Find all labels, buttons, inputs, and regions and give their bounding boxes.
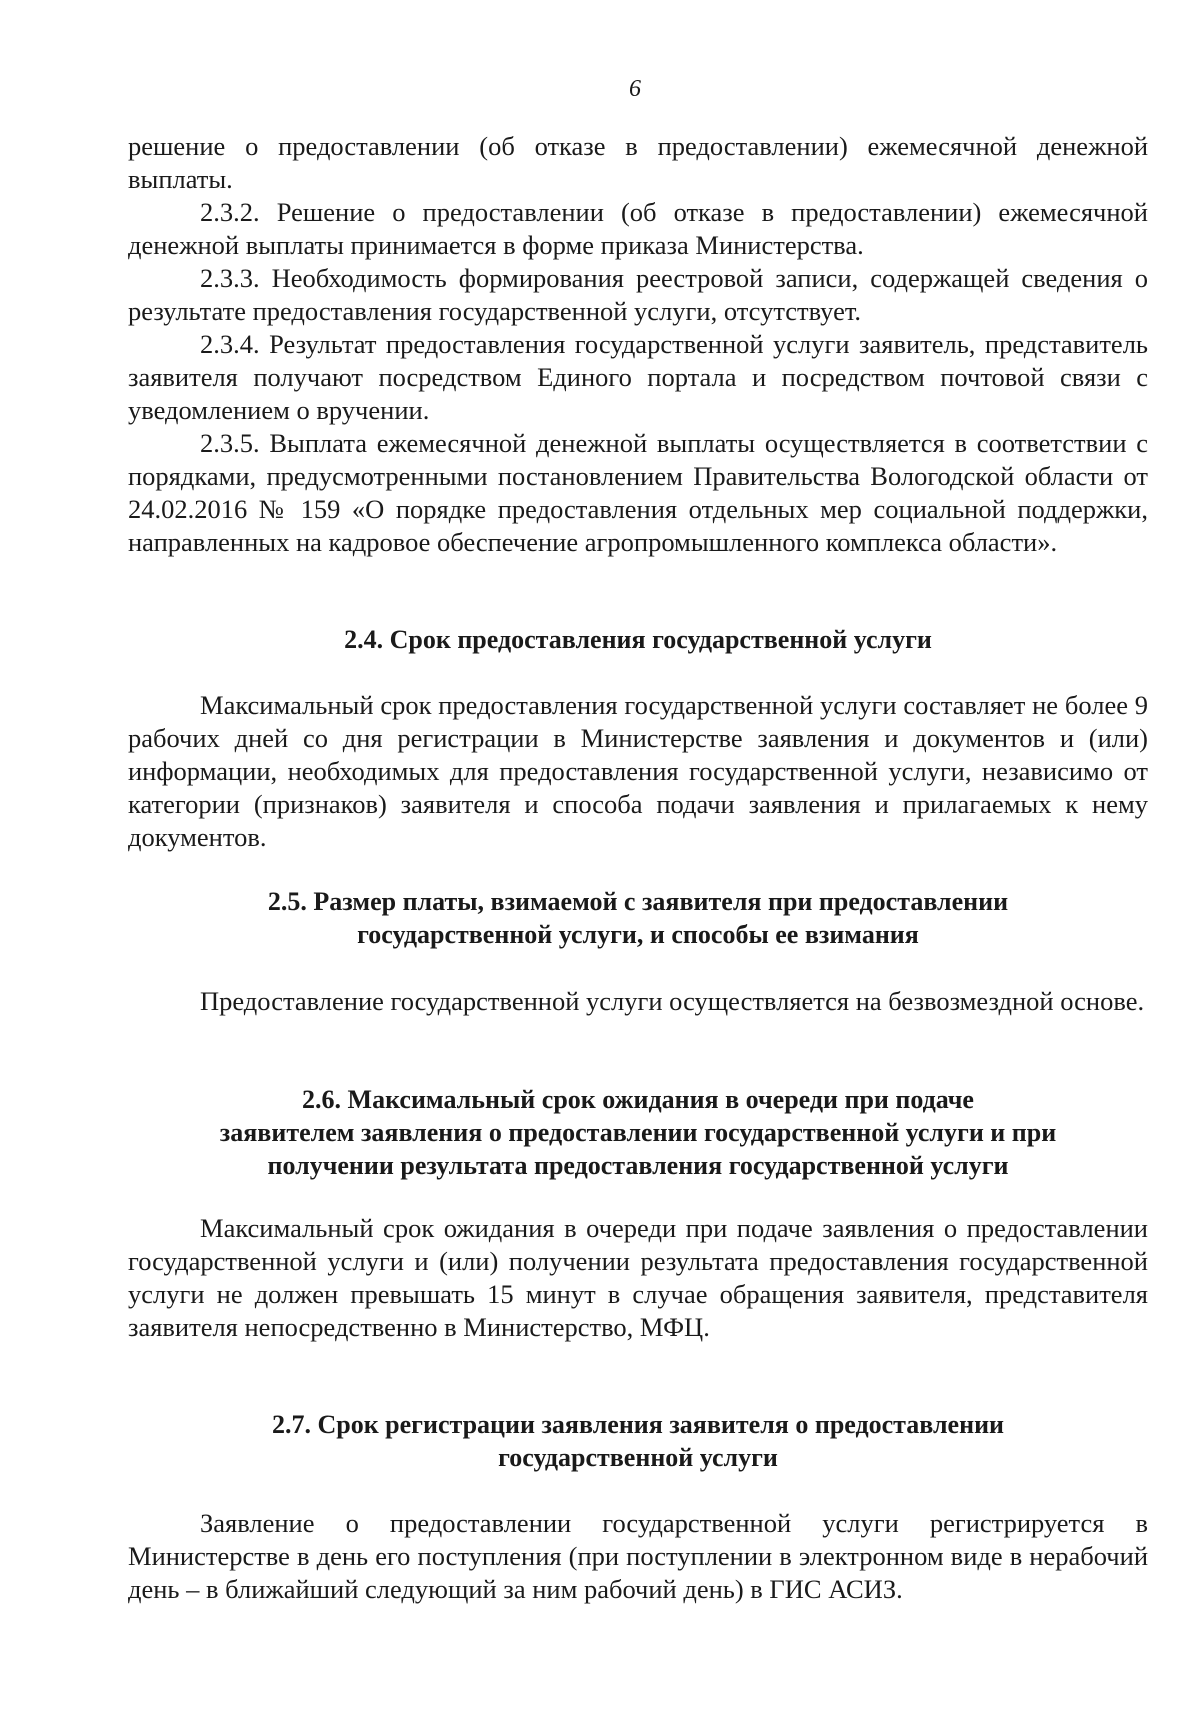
paragraph-2-3-2: 2.3.2. Решение о предоставлении (об отказе в предоставлении) ежемесячной денежной выплаты принимается в форме приказа Министерства. <box>128 197 1148 260</box>
heading-line: государственной услуги <box>498 1443 778 1472</box>
heading-line: 2.6. Максимальный срок ожидания в очереди при подаче <box>302 1085 974 1114</box>
paragraph-2-3-3: 2.3.3. Необходимость формирования реестровой записи, содержащей сведения о результате предоставления государственной услуги, отсутствует. <box>128 263 1148 326</box>
section-heading-2-7 <box>128 1408 1148 1474</box>
paragraph-2-3-5: 2.3.5. Выплата ежемесячной денежной выплаты осуществляется в соответствии с порядками, предусмотренными постановлением Правительства Вологодской области от 24.02.2016 № 159 «О порядке предоставления отдельных мер социальной поддержки, направленных на кадровое обеспечение агропромышленного комплекса области». <box>128 428 1148 557</box>
paragraph-2-6: Максимальный срок ожидания в очереди при подаче заявления о предоставлении государственной услуги и (или) получении результата предоставления государственной услуги не должен превышать 15 минут в случае обращения заявителя, представителя заявителя непосредственно в Министерство, МФЦ. <box>128 1213 1148 1342</box>
heading-line: государственной услуги, и способы ее взимания <box>357 920 919 949</box>
page-number: 6 <box>629 76 641 102</box>
paragraph-2-4: Максимальный срок предоставления государственной услуги составляет не более 9 рабочих дней со дня регистрации в Министерстве заявления и документов и (или) информации, необходимых для предоставления государственной услуги, независимо от категории (признаков) заявителя и способа подачи заявления и прилагаемых к нему документов. <box>128 690 1148 852</box>
paragraph-2-3-4: 2.3.4. Результат предоставления государственной услуги заявитель, представитель заявителя получают посредством Единого портала и посредством почтовой связи с уведомлением о вручении. <box>128 329 1148 425</box>
heading-line: заявителем заявления о предоставлении государственной услуги и при <box>219 1118 1057 1147</box>
heading-line: 2.5. Размер платы, взимаемой с заявителя при предоставлении <box>267 887 1009 916</box>
heading-line: получении результата предоставления государственной услуги <box>267 1151 1009 1180</box>
paragraph-continuation: решение о предоставлении (об отказе в предоставлении) ежемесячной денежной выплаты. <box>128 131 1148 194</box>
section-heading-2-6 <box>128 1083 1148 1182</box>
section-heading-2-5 <box>128 885 1148 951</box>
heading-line: 2.7. Срок регистрации заявления заявителя о предоставлении <box>271 1410 1005 1439</box>
section-heading-2-4: 2.4. Срок предоставления государственной услуги <box>344 625 932 654</box>
paragraph-2-7: Заявление о предоставлении государственной услуги регистрируется в Министерстве в день его поступления (при поступлении в электронном виде в нерабочий день – в ближайший следующий за ним рабочий день) в ГИС АСИЗ. <box>128 1508 1148 1604</box>
paragraph-2-5: Предоставление государственной услуги осуществляется на безвозмездной основе. <box>200 986 1145 1016</box>
